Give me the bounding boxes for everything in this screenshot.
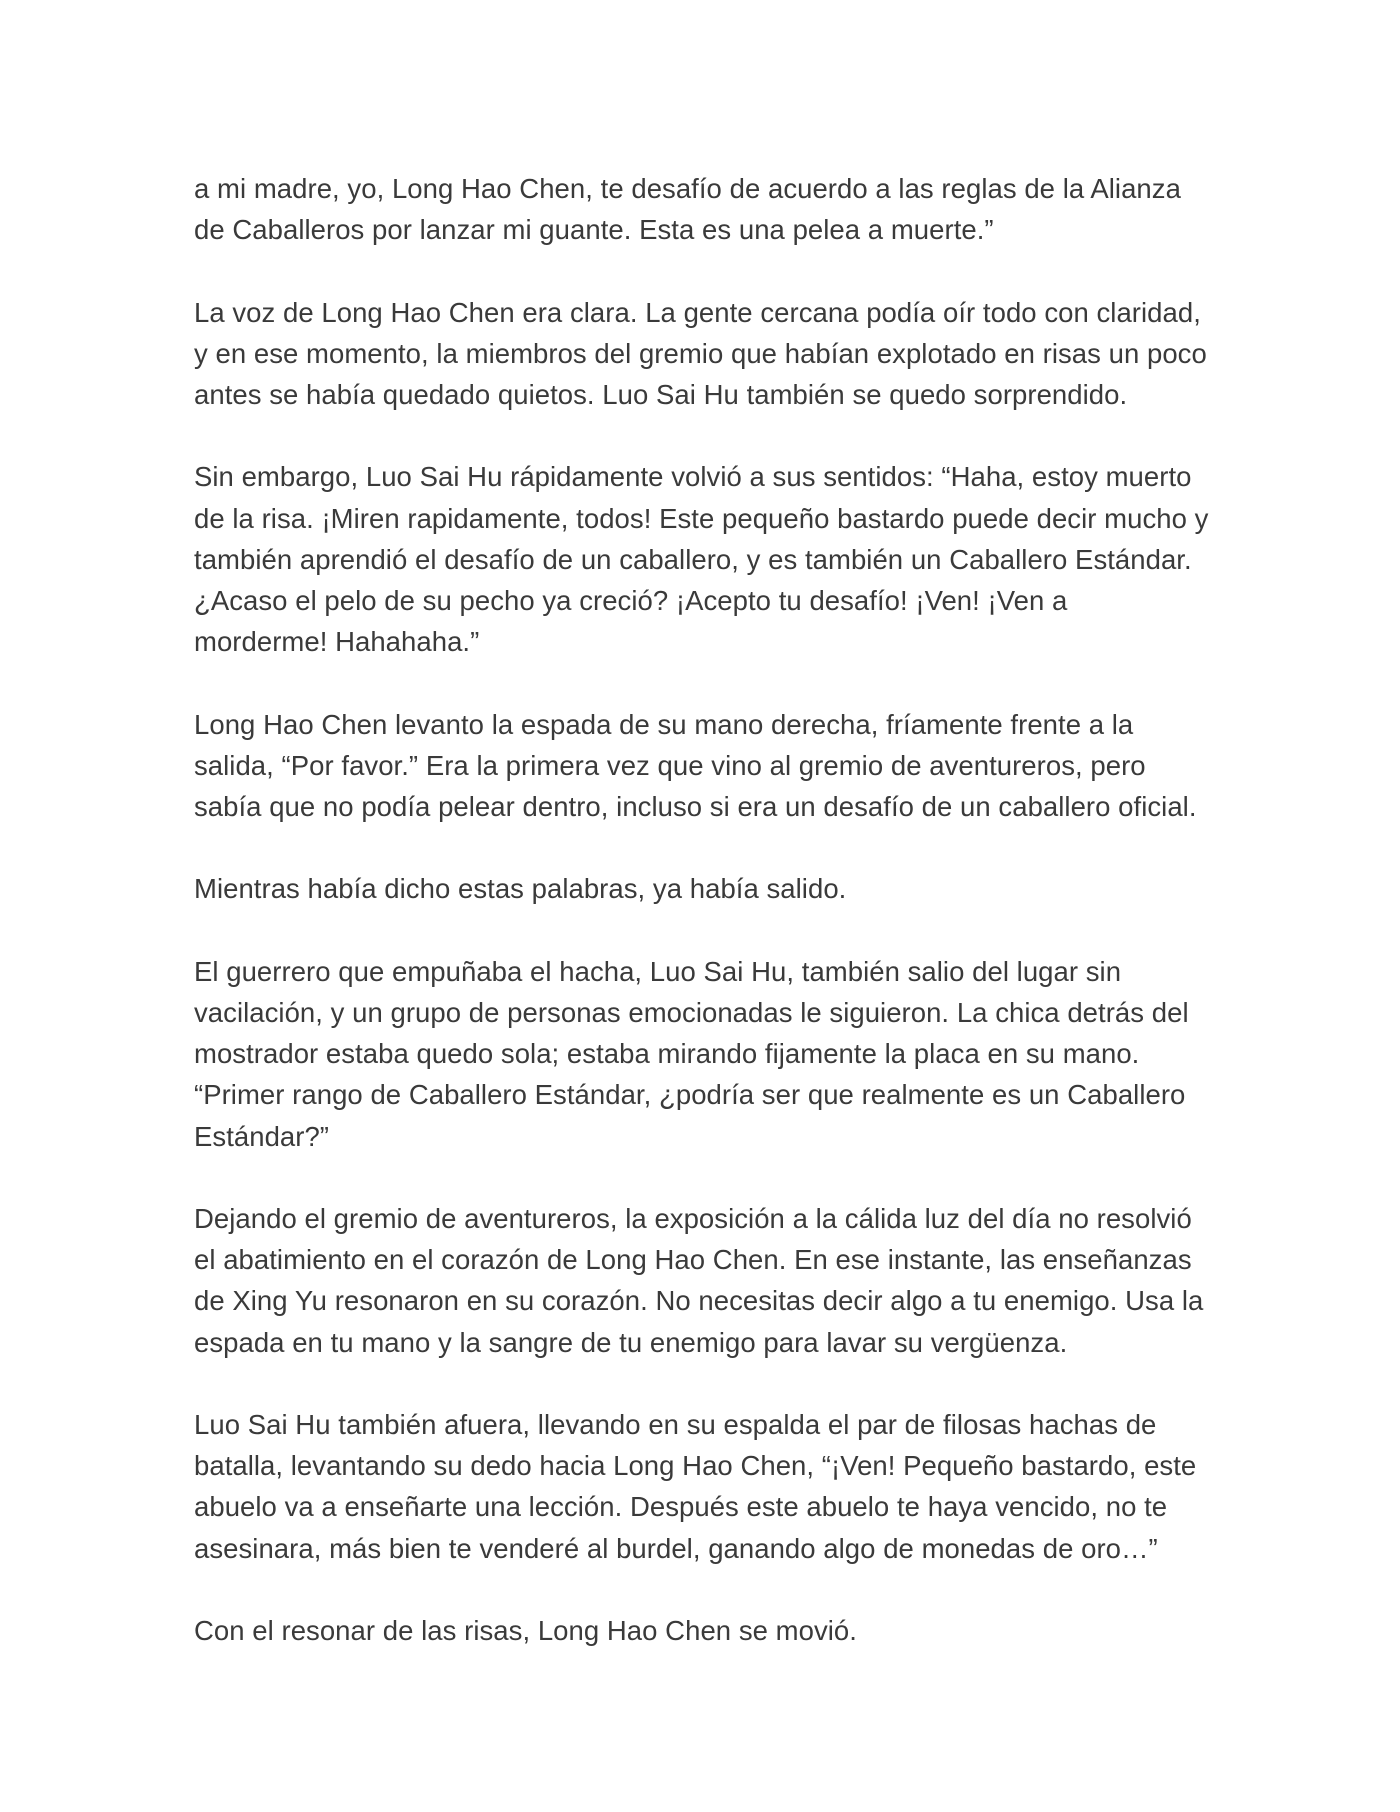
paragraph: Long Hao Chen levanto la espada de su mano derecha, fríamente frente a la salida, “Por favor.” Era la primera vez que vino al gremio de aventureros, pero sabía que no podía pelear dentro, incluso si era un desafío de un caballero oficial. xyxy=(194,708,1197,822)
paragraph: Mientras había dicho estas palabras, ya había salido. xyxy=(194,873,847,905)
paragraph: a mi madre, yo, Long Hao Chen, te desafío de acuerdo a las reglas de la Alianza de Caballeros por lanzar mi guante. Esta es una pelea a muerte.” xyxy=(194,173,1181,246)
paragraph: Luo Sai Hu también afuera, llevando en su espalda el par de filosas hachas de batalla, levantando su dedo hacia Long Hao Chen, “¡Ven! Pequeño bastardo, este abuelo va a enseñarte una lección. Después este abuelo te haya vencido, no te asesinara, más bien te venderé al burdel, ganando algo de monedas de oro…” xyxy=(194,1408,1197,1564)
document-body xyxy=(194,168,1224,1651)
paragraph: El guerrero que empuñaba el hacha, Luo Sai Hu, también salio del lugar sin vacilación, y un grupo de personas emocionadas le siguieron. La chica detrás del mostrador estaba quedo sola; estaba mirando fijamente la placa en su mano. “Primer rango de Caballero Estándar, ¿podría ser que realmente es un Caballero Estándar?” xyxy=(194,955,1189,1152)
paragraph: La voz de Long Hao Chen era clara. La gente cercana podía oír todo con claridad, y en ese momento, la miembros del gremio que habían explotado en risas un poco antes se había quedado quietos. Luo Sai Hu también se quedo sorprendido. xyxy=(194,296,1207,410)
paragraph: Dejando el gremio de aventureros, la exposición a la cálida luz del día no resolvió el abatimiento en el corazón de Long Hao Chen. En ese instante, las enseñanzas de Xing Yu resonaron en su corazón. No necesitas decir algo a tu enemigo. Usa la espada en tu mano y la sangre de tu enemigo para lavar su vergüenza. xyxy=(194,1202,1204,1358)
paragraph: Sin embargo, Luo Sai Hu rápidamente volvió a sus sentidos: “Haha, estoy muerto de la risa. ¡Miren rapidamente, todos! Este pequeño bastardo puede decir mucho y también aprendió el desafío de un caballero, y es también un Caballero Estándar. ¿Acaso el pelo de su pecho ya creció? ¡Acepto tu desafío! ¡Ven! ¡Ven a morderme! Hahahaha.” xyxy=(194,461,1209,658)
paragraph: Con el resonar de las risas, Long Hao Chen se movió. xyxy=(194,1614,857,1646)
